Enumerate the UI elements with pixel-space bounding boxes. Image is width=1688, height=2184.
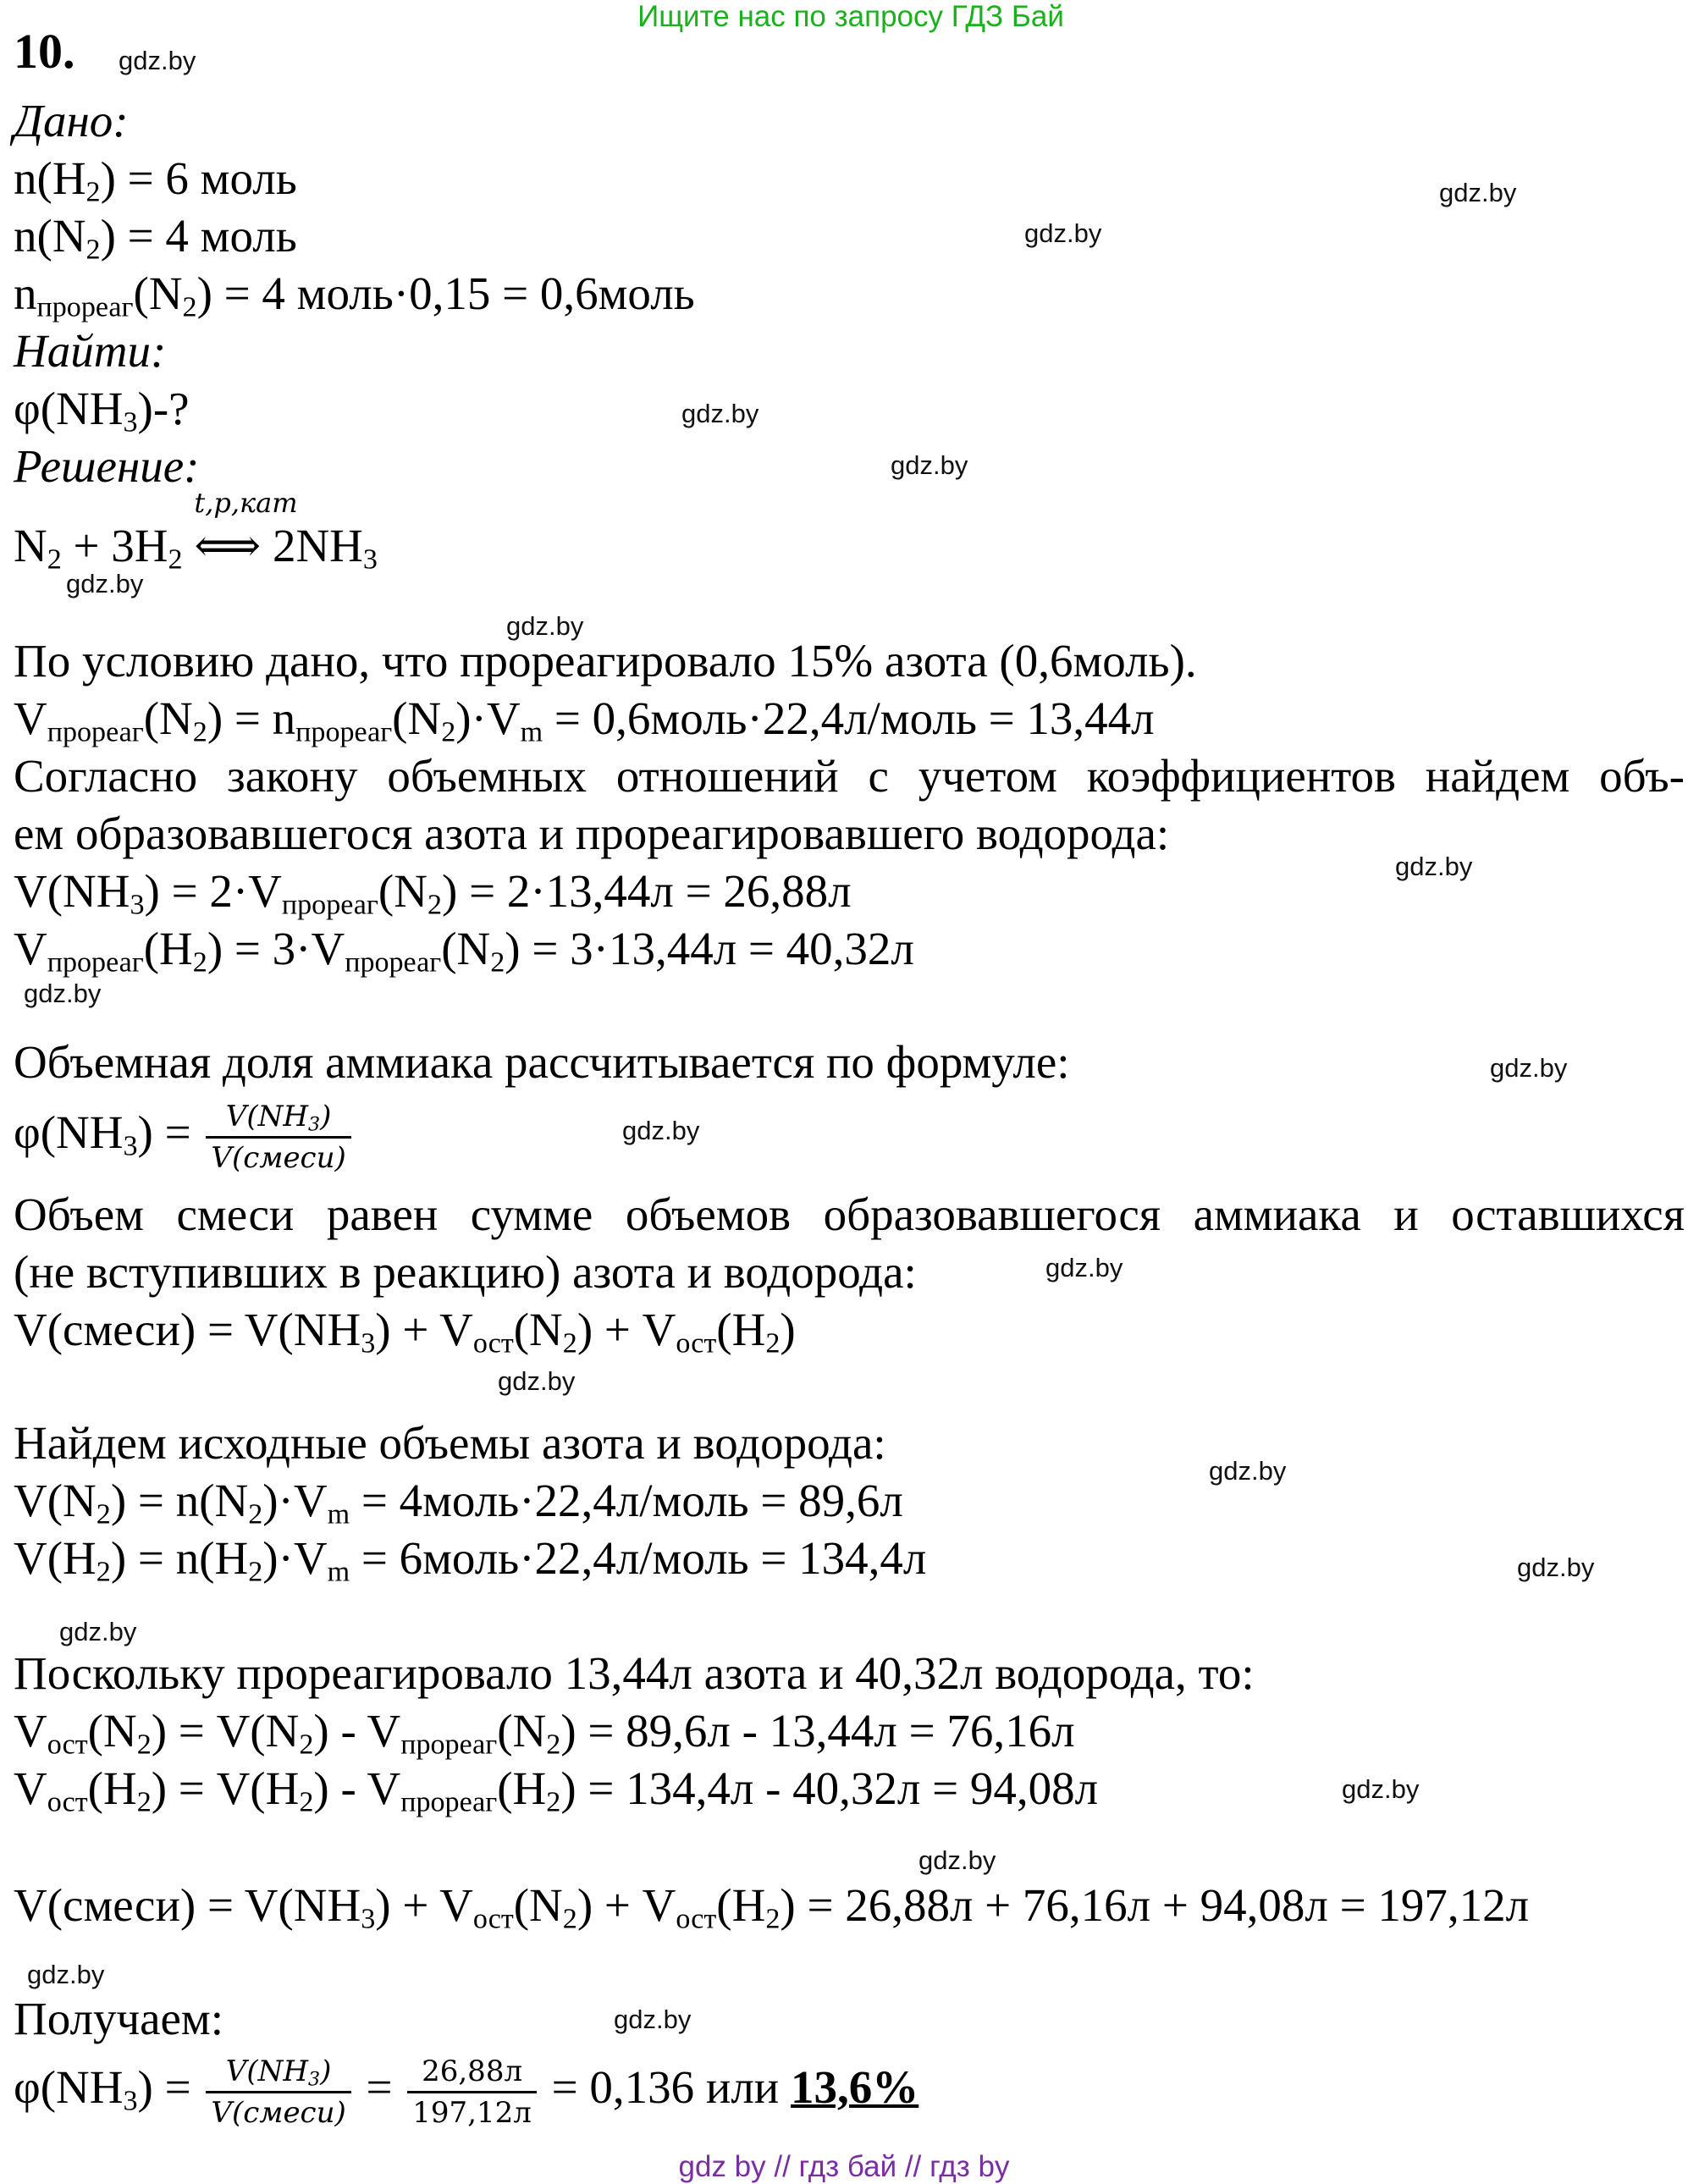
final-result: $\varphi(NH_3)$ = $\frac{V(NH_3)}{\text{V(смеси)}}$ = $\frac{26,88л}{197,12л}$ = 0,136 или 13,6% (14, 2049, 918, 2132)
watermark: gdz.by (1490, 1053, 1568, 1083)
watermark: gdz.by (27, 1960, 105, 1989)
fraction-numerator: 26,88л (407, 2052, 537, 2093)
watermark: gdz.by (24, 979, 102, 1008)
paragraph-1: По условию дано, что прореагировало 15% азота (0,6моль). (14, 635, 1197, 687)
final-fraction-symbolic (206, 2052, 350, 2132)
task-number-line (14, 24, 75, 80)
watermark: gdz.by (891, 450, 968, 480)
watermark: gdz.by (1439, 178, 1517, 207)
watermark: gdz.by (614, 2005, 692, 2034)
solution-heading: Решение: (14, 440, 200, 492)
reaction-equation: $N_2 + 3H_2$ t,p,кат ⟺ $2NH_3$ (14, 487, 378, 576)
v-rest-h2: $V_{ост}(H_2) = V(H_2) - V_{прореаг}(H_2) = 134,4л - 40,32л = 94,08л$ (14, 1762, 1099, 1818)
v-reacted-n2: $V_{прореаг}(N_2) = n_{прореаг}(N_2)\cdot V_m$ = 0,6моль·22,4л/моль = 13,44л (14, 692, 1155, 748)
fraction-denominator: V(смеси) (211, 2095, 346, 2130)
watermark: gdz.by (681, 399, 759, 428)
watermark: gdz.by (498, 1366, 576, 1396)
v-reacted-h2: $V_{прореаг}(H_2) = 3\cdot V_{прореаг}(N_2) = 3\cdot 13,44л = 40,32л$ (14, 923, 914, 979)
fraction-numerator: $V(NH_3)$ (206, 1097, 350, 1139)
paragraph-3: Объемная доля аммиака рассчитывается по формуле: (14, 1036, 1070, 1088)
reaction-conditions: t,p,кат (194, 487, 298, 519)
watermark: gdz.by (506, 611, 584, 641)
watermark: gdz.by (918, 1845, 996, 1875)
paragraph-2a: Согласно закону объемных отношений с учетом коэффициентов найдем объ- (14, 750, 1685, 802)
final-answer: 13,6% (790, 2061, 919, 2113)
watermark: gdz.by (1024, 218, 1102, 248)
fraction-denominator: 197,12л (412, 2095, 532, 2130)
v-rest-n2: $V_{ост}(N_2) = V(N_2) - V_{прореаг}(N_2) = 89,6л - 13,44л = 76,16л$ (14, 1705, 1075, 1761)
given-n-h2: $n(H_2) = 6$ моль (14, 152, 297, 208)
watermark: gdz.by (119, 46, 196, 75)
top-banner: Ищите нас по запросу ГДЗ Бай (637, 0, 1064, 33)
v-mix-formula: V(смеси) = $V(NH_3) + V_{ост}(N_2) + V_{ост}(H_2)$ (14, 1304, 796, 1359)
find-target: $\varphi(NH_3)-$? (14, 383, 190, 438)
given-n-reacted: $n_{прореаг}(N_2) = 4$ моль·0,15 = 0,6моль (14, 267, 695, 323)
fraction-denominator: V(смеси) (211, 1140, 346, 1175)
volume-fraction-formula: $\varphi(NH_3)$ = $\frac{V(NH_3)}{\text{V(смеси)}}$ (14, 1094, 355, 1177)
paragraph-4b: (не вступивших в реакцию) азота и водорода: (14, 1246, 917, 1298)
watermark: gdz.by (622, 1116, 700, 1145)
watermark: gdz.by (1209, 1456, 1287, 1486)
paragraph-2b: ем образовавшегося азота и прореагировавшего водорода: (14, 808, 1170, 859)
equilibrium-arrow: t,p,кат ⟺ (194, 487, 298, 571)
task-number: 10. (14, 24, 75, 79)
formula-fraction (206, 1097, 350, 1177)
v-h2: $V(H_2) = n(H_2)\cdot V_m$ = 6моль·22,4л/моль = 134,4л (14, 1532, 927, 1588)
watermark: gdz.by (59, 1617, 137, 1646)
watermark: gdz.by (1395, 852, 1473, 881)
v-nh3: $V(NH_3) = 2\cdot V_{прореаг}(N_2) = 2\cdot 13,44л = 26,88л$ (14, 865, 852, 921)
watermark: gdz.by (1045, 1253, 1123, 1282)
watermark: gdz.by (66, 569, 144, 598)
find-heading: Найти: (14, 325, 167, 377)
v-mix: V(смеси) = $V(NH_3) + V_{ост}(N_2) + V_{ост}(H_2) = 26,88л + 76,16л + 94,08л = 197,12л$ (14, 1879, 1530, 1935)
v-n2: $V(N_2) = n(N_2)\cdot V_m$ = 4моль·22,4л/моль = 89,6л (14, 1475, 903, 1530)
paragraph-7: Получаем: (14, 1993, 224, 2044)
paragraph-5: Найдем исходные объемы азота и водорода: (14, 1417, 886, 1469)
given-n-n2: $n(N_2) = 4$ моль (14, 210, 297, 266)
paragraph-6: Поскольку прореагировало 13,44л азота и 40,32л водорода, то: (14, 1647, 1255, 1699)
paragraph-4a: Объем смеси равен сумме объемов образовавшегося аммиака и оставшихся (14, 1189, 1685, 1240)
watermark: gdz.by (1342, 1774, 1420, 1804)
final-fraction-numeric (407, 2052, 537, 2132)
fraction-numerator: $V(NH_3)$ (206, 2052, 350, 2093)
given-heading: Дано: (14, 95, 129, 146)
watermark: gdz.by (1517, 1553, 1595, 1582)
footer-links: gdz by // гдз бай // гдз by (678, 2150, 1010, 2183)
